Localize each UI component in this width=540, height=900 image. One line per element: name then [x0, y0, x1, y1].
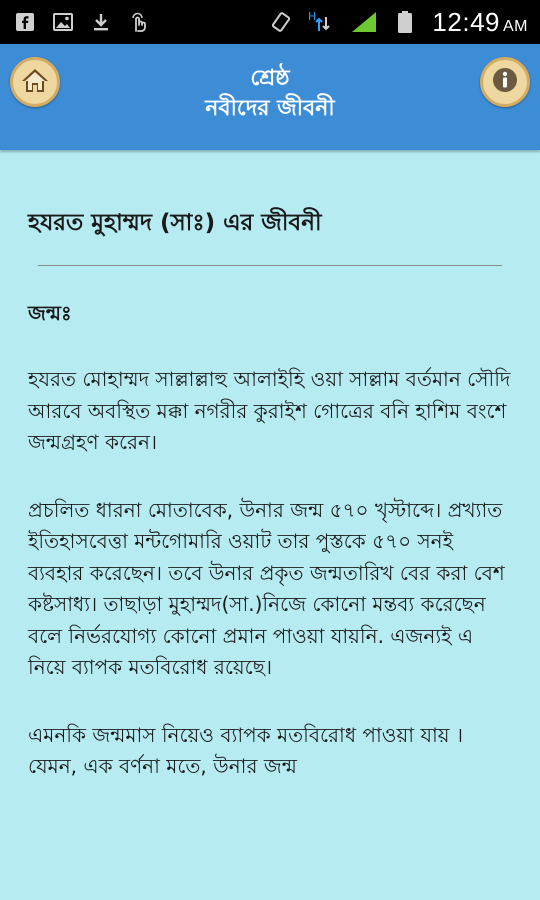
home-button[interactable]	[10, 57, 60, 107]
paragraph: এমনকি জন্মমাস নিয়েও ব্যাপক মতবিরোধ পাওয়া যায় ।যেমন, এক বর্ণনা মতে, উনার জন্ম	[28, 722, 464, 778]
info-button[interactable]	[480, 57, 530, 107]
download-icon	[90, 11, 112, 33]
network-type-label: H	[308, 10, 317, 23]
data-arrows-icon	[308, 11, 334, 33]
article-content[interactable]	[0, 150, 540, 900]
touch-icon	[128, 11, 150, 33]
status-bar	[0, 0, 540, 44]
section-heading: জন্মঃ	[28, 301, 72, 325]
app-header	[0, 44, 540, 150]
paragraph: হযরত মোহাম্মদ সাল্লাল্লাহু আলাইহি ওয়া সাল্লাম বর্তমান সৌদি আরবে অবস্থিত মক্কা নগরীর কুরাইশ গোত্রের বনি হাশিম বংশে জন্মগ্রহণ করেন।	[28, 367, 511, 454]
signal-icon	[350, 11, 378, 33]
rotate-icon	[270, 11, 292, 33]
clock-ampm: AM	[503, 17, 528, 35]
page-title	[90, 64, 450, 124]
home-icon	[20, 66, 50, 98]
clock	[432, 7, 528, 38]
clock-time: 12:49	[432, 6, 500, 37]
battery-icon	[394, 11, 416, 33]
status-bar-system	[270, 7, 528, 38]
article-title: হযরত মুহাম্মদ (সাঃ) এর জীবনী	[28, 210, 322, 236]
divider	[38, 265, 502, 266]
title-line-1: শ্রেষ্ঠ	[250, 66, 290, 91]
title-line-2: নবীদের জীবনী	[205, 96, 335, 121]
paragraph: প্রচলিত ধারনা মোতাবেক, উনার জন্ম ৫৭০ খৃস্টাব্দে। প্রখ্যাত ইতিহাসবেত্তা মন্টগোমারি ওয়াট তার পুস্তকে ৫৭০ সনই ব্যবহার করেছেন। তবে উনার প্রকৃত জন্মতারিখ বের করা বেশ কষ্টসাধ্য। তাছাড়া মুহাম্মদ(সা.)নিজে কোনো মন্তব্য করেছেন বলে নির্ভরযোগ্য কোনো প্রমান পাওয়া যায়নি. এজন্যই এ নিয়ে ব্যাপক মতবিরোধ রয়েছে।	[28, 497, 505, 679]
info-icon	[491, 66, 519, 98]
status-bar-notifications	[14, 11, 150, 33]
image-icon	[52, 11, 74, 33]
facebook-icon	[14, 11, 36, 33]
